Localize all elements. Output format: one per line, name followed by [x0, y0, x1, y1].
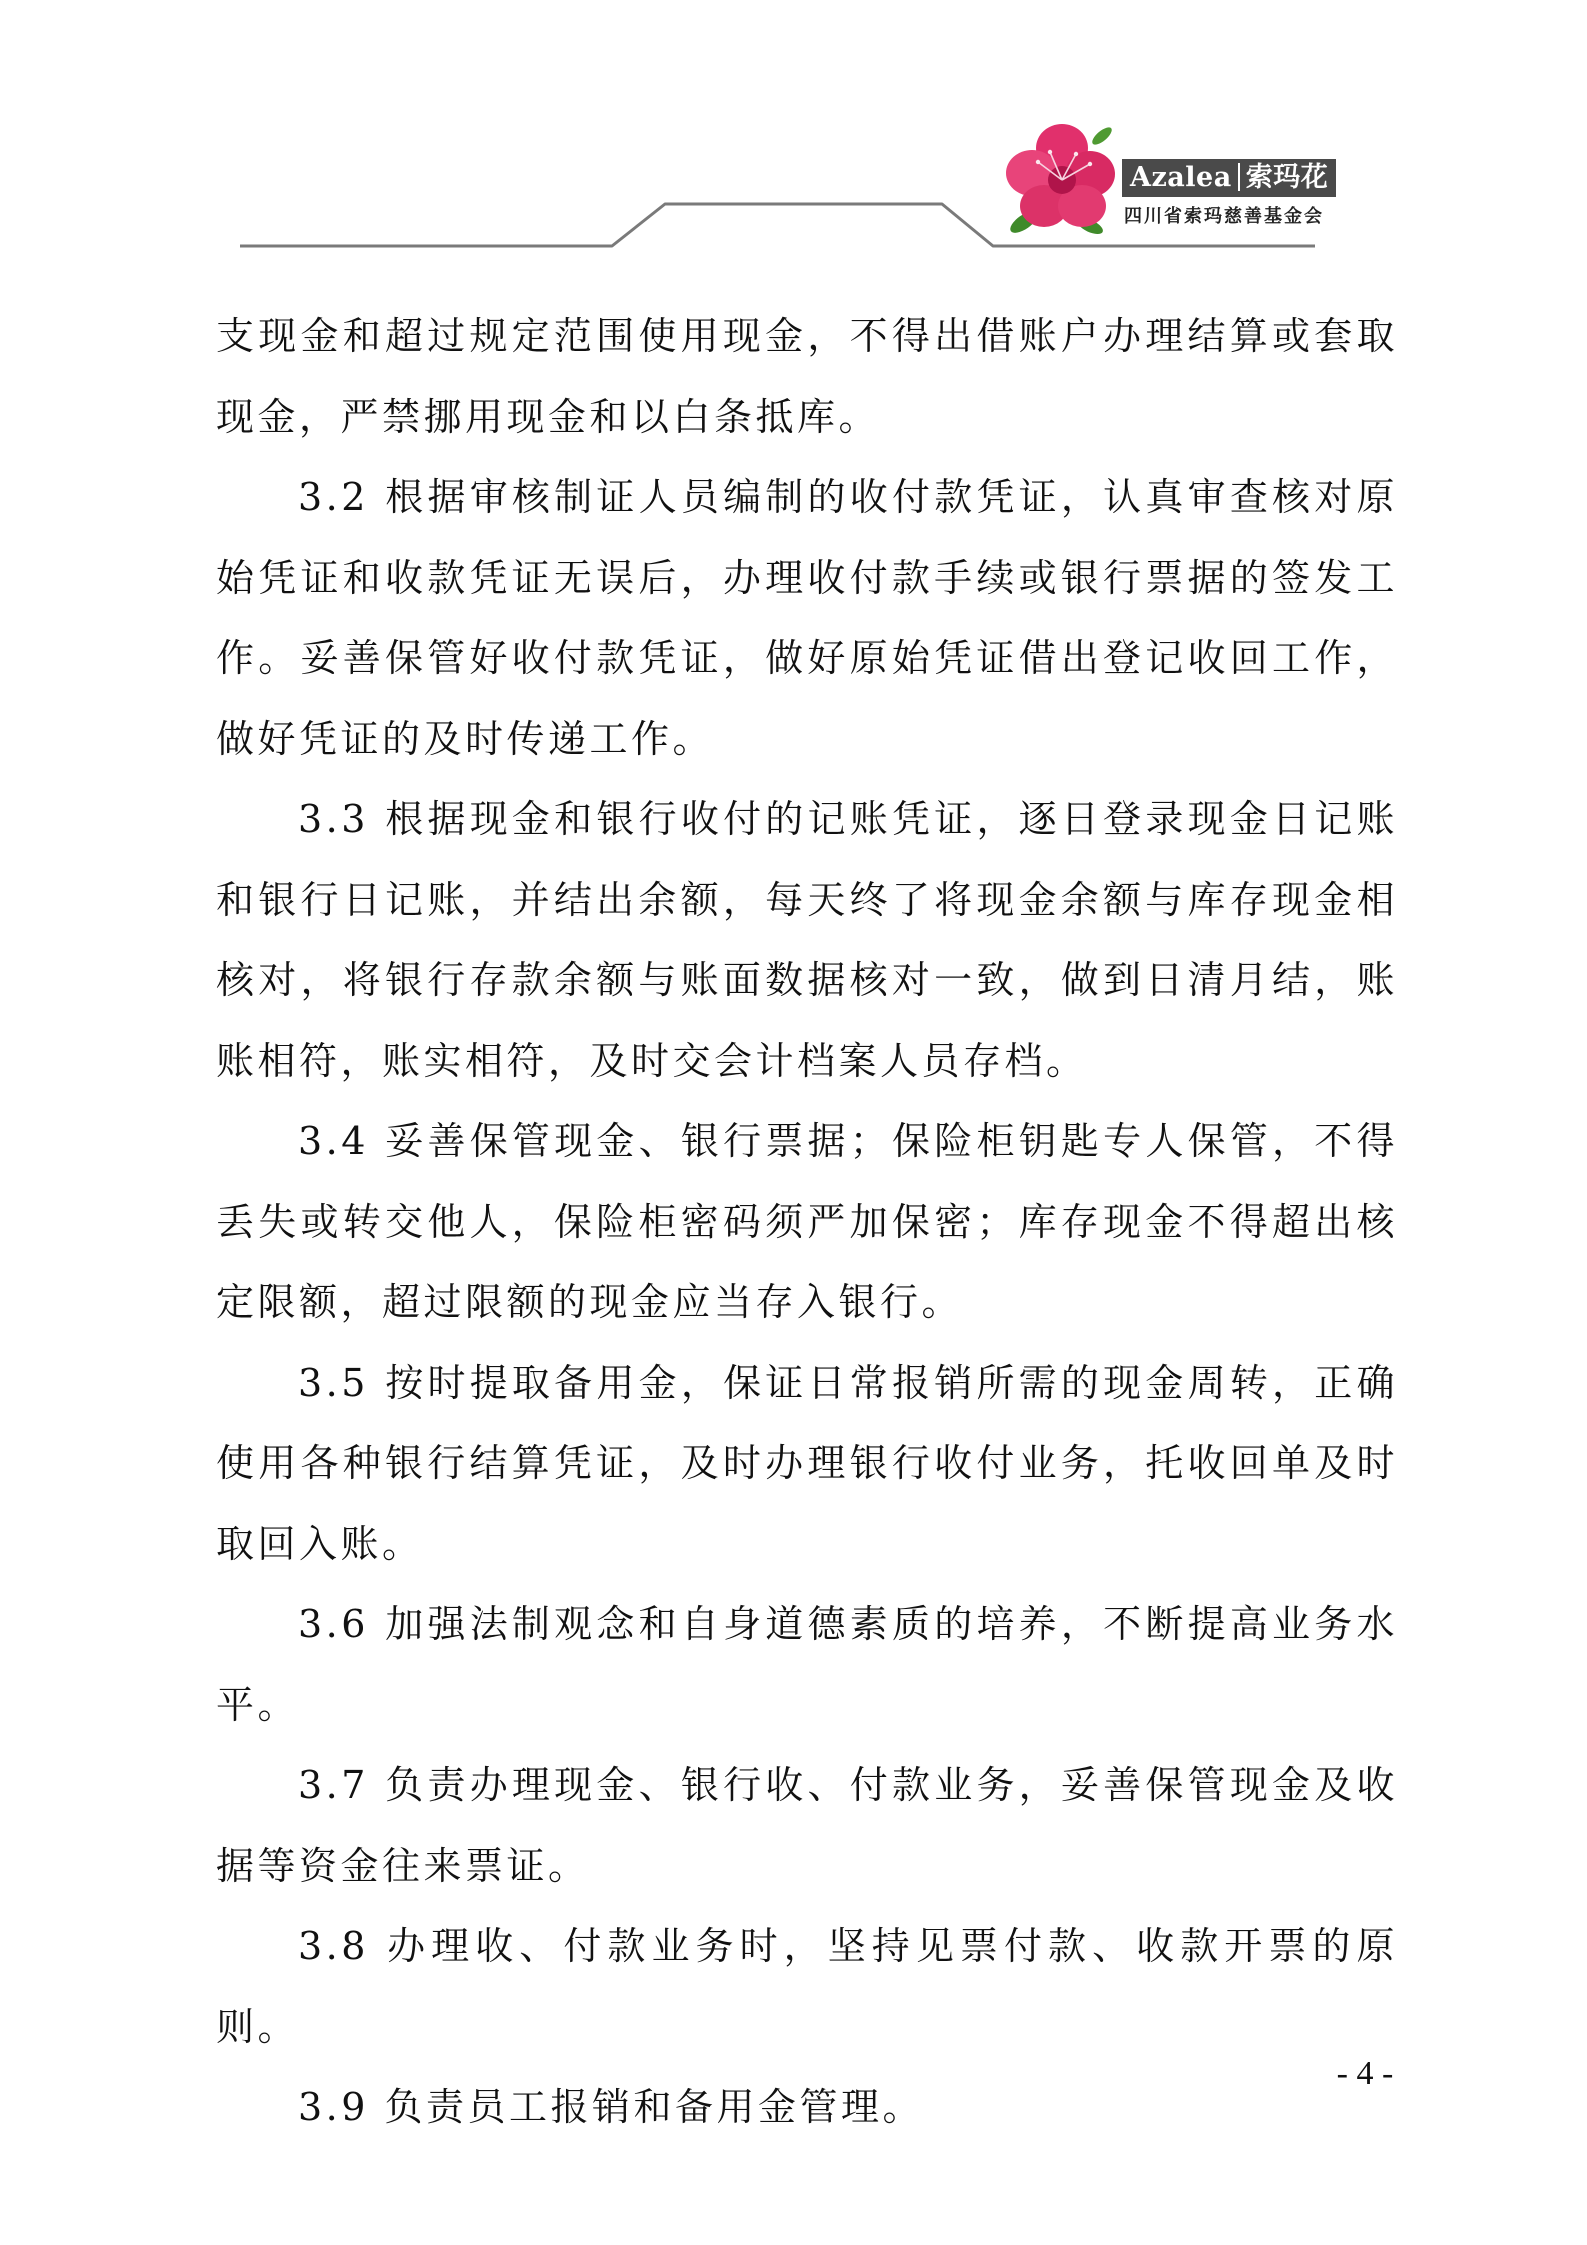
- logo-name-chinese: 索玛花: [1245, 162, 1329, 193]
- page-number: - 4 -: [1336, 2055, 1394, 2092]
- paragraph-continued: 支现金和超过规定范围使用现金，不得出借账户办理结算或套取现金，严禁挪用现金和以白条抵库。: [216, 314, 1398, 439]
- paragraph-3-5: 3.5 按时提取备用金，保证日常报销所需的现金周转，正确使用各种银行结算凭证，及时办理银行收付业务，托收回单及时取回入账。: [216, 1360, 1398, 1566]
- paragraph-3-7: 3.7 负责办理现金、银行收、付款业务，妥善保管现金及收据等资金往来票证。: [216, 1763, 1398, 1888]
- logo-wordmark: [1122, 159, 1336, 197]
- header-rule: [0, 0, 1587, 260]
- paragraph-3-2: 3.2 根据审核制证人员编制的收付款凭证，认真审查核对原始凭证和收款凭证无误后，办理收付款手续或银行票据的签发工作。妥善保管好收付款凭证，做好原始凭证借出登记收回工作，做好凭证的及时传递工作。: [216, 475, 1398, 761]
- azalea-flower-icon: [1002, 118, 1122, 243]
- logo-name-latin: Azalea: [1130, 162, 1232, 193]
- foundation-logo: [1002, 118, 1332, 243]
- document-body: [216, 296, 1398, 2148]
- paragraph-3-6: 3.6 加强法制观念和自身道德素质的培养，不断提高业务水平。: [216, 1602, 1398, 1727]
- logo-divider: [1238, 163, 1240, 191]
- paragraph-3-4: 3.4 妥善保管现金、银行票据；保险柜钥匙专人保管，不得丢失或转交他人，保险柜密码须严加保密；库存现金不得超出核定限额，超过限额的现金应当存入银行。: [216, 1119, 1398, 1324]
- logo-subtitle: 四川省索玛慈善基金会: [1124, 206, 1324, 227]
- paragraph-3-8: 3.8 办理收、付款业务时，坚持见票付款、收款开票的原则。: [216, 1924, 1398, 2049]
- paragraph-3-9: 3.9 负责员工报销和备用金管理。: [298, 2085, 925, 2129]
- paragraph-3-3: 3.3 根据现金和银行收付的记账凭证，逐日登录现金日记账和银行日记账，并结出余额，每天终了将现金余额与库存现金相核对，将银行存款余额与账面数据核对一致，做到日清月结，账账相符，账实相符，及时交会计档案人员存档。: [216, 797, 1398, 1083]
